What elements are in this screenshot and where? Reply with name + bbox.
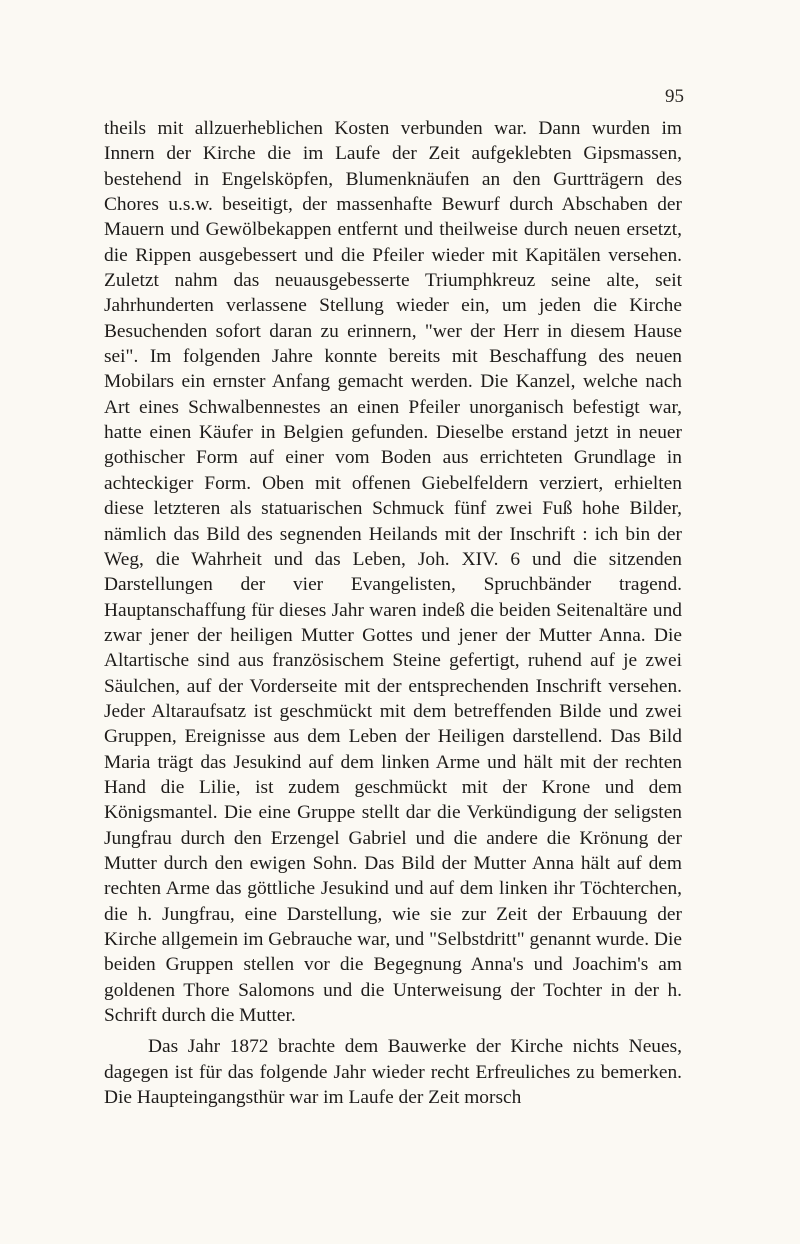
body-text xyxy=(104,116,682,1110)
page-number: 95 xyxy=(665,86,684,107)
paragraph-2: Das Jahr 1872 brachte dem Bauwerke der Kirche nichts Neues, dagegen ist für das folgende Jahr wieder recht Erfreuliches zu bemerken. Die Haupteingangsthür war im Laufe der Zeit morsch xyxy=(104,1036,682,1109)
paragraph-1: theils mit allzuerheblichen Kosten verbunden war. Dann wurden im Innern der Kirche die im Laufe der Zeit aufgeklebten Gipsmassen, bestehend in Engelsköpfen, Blumenknäufen an den Gurtträgern des Chores u.s.w. beseitigt, der massenhafte Bewurf durch Abschaben der Mauern und Gewölbekappen entfernt und theilweise durch neuen ersetzt, die Rippen ausgebessert und die Pfeiler wieder mit Kapitälen versehen. Zuletzt nahm das neuausgebesserte Triumphkreuz seine alte, seit Jahrhunderten verlassene Stellung wieder ein, um jeden die Kirche Besuchenden sofort daran zu erinnern, "wer der Herr in diesem Hause sei". Im folgenden Jahre konnte bereits mit Beschaffung des neuen Mobilars ein ernster Anfang gemacht werden. Die Kanzel, welche nach Art eines Schwalbennestes an einen Pfeiler unorganisch befestigt war, hatte einen Käufer in Belgien gefunden. Dieselbe erstand jetzt in neuer gothischer Form auf einer vom Boden aus errichteten Grundlage in achteckiger Form. Oben mit offenen Giebelfeldern verziert, erhielten diese letzteren als statuarischen Schmuck fünf zwei Fuß hohe Bilder, nämlich das Bild des segnenden Heilands mit der Inschrift : ich bin der Weg, die Wahrheit und das Leben, Joh. XIV. 6 und die sitzenden Darstellungen der vier Evangelisten, Spruchbänder tragend. Hauptanschaffung für dieses Jahr waren indeß die beiden Seitenaltäre und zwar jener der heiligen Mutter Gottes und jener der Mutter Anna. Die Altartische sind aus französischem Steine gefertigt, ruhend auf je zwei Säulchen, auf der Vorderseite mit der entsprechenden Inschrift versehen. Jeder Altaraufsatz ist geschmückt mit dem betreffenden Bilde und zwei Gruppen, Ereignisse aus dem Leben der Heiligen darstellend. Das Bild Maria trägt das Jesukind auf dem linken Arme und hält mit der rechten Hand die Lilie, ist zudem geschmückt mit der Krone und dem Königsmantel. Die eine Gruppe stellt dar die Verkündigung der seligsten Jungfrau durch den Erzengel Gabriel und die andere die Krönung der Mutter durch den ewigen Sohn. Das Bild der Mutter Anna hält auf dem rechten Arme das göttliche Jesukind und auf dem linken ihr Töchterchen, die h. Jungfrau, eine Darstellung, wie sie zur Zeit der Erbauung der Kirche allgemein im Gebrauche war, und "Selbstdritt" genannt wurde. Die beiden Gruppen stellen vor die Begegnung Anna's und Joachim's am goldenen Thore Salomons und die Unterweisung der Tochter in der h. Schrift durch die Mutter. xyxy=(104,118,682,1027)
